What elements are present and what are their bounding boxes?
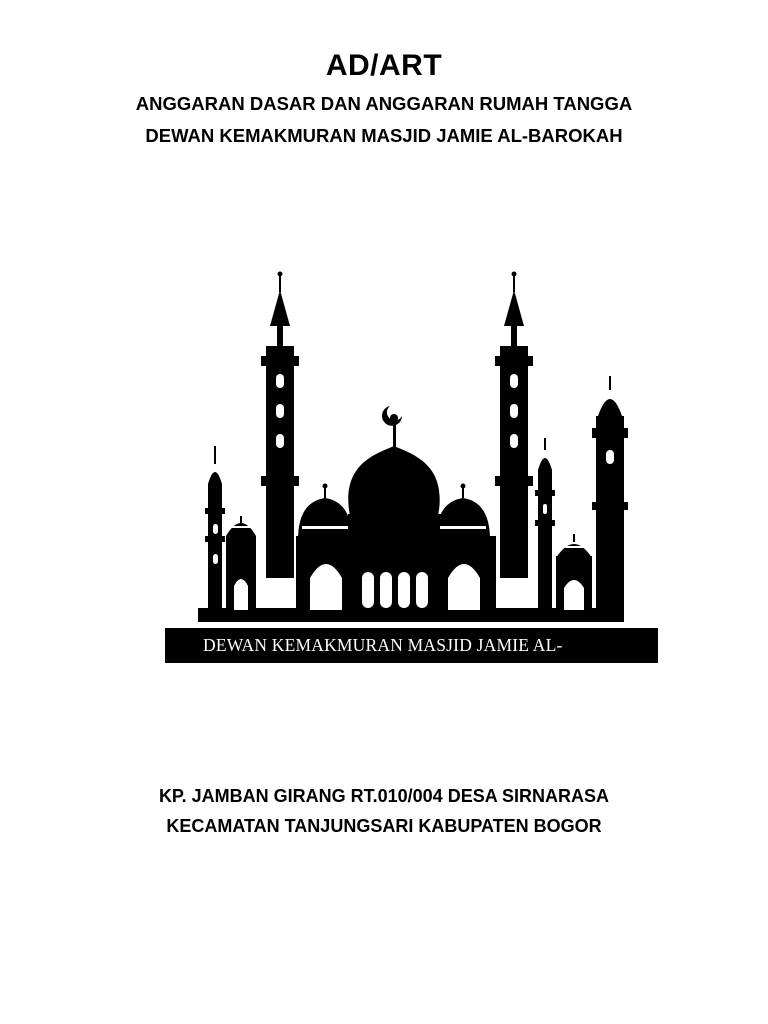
banner bbox=[165, 628, 658, 663]
document-title: AD/ART bbox=[325, 49, 443, 82]
address-line1: KP. JAMBAN GIRANG RT.010/004 DESA SIRNARASA bbox=[158, 786, 610, 806]
right-medium-minaret bbox=[535, 438, 555, 610]
left-dome bbox=[298, 484, 352, 541]
mosque-silhouette-icon bbox=[180, 264, 640, 622]
left-tall-minaret bbox=[261, 272, 299, 579]
document-subtitle-line2: DEWAN KEMAKMURAN MASJID JAMIE AL-BAROKAH bbox=[145, 125, 623, 146]
document-subtitle-line1: ANGGARAN DASAR DAN ANGGARAN RUMAH TANGGA bbox=[135, 93, 633, 114]
banner-text: DEWAN KEMAKMURAN MASJID JAMIE AL- bbox=[203, 635, 563, 655]
address-line2: KECAMATAN TANJUNGSARI KABUPATEN BOGOR bbox=[166, 816, 602, 836]
right-tall-minaret bbox=[495, 272, 533, 579]
main-dome bbox=[348, 406, 442, 540]
far-right-minaret bbox=[592, 376, 628, 610]
right-dome bbox=[436, 484, 490, 541]
